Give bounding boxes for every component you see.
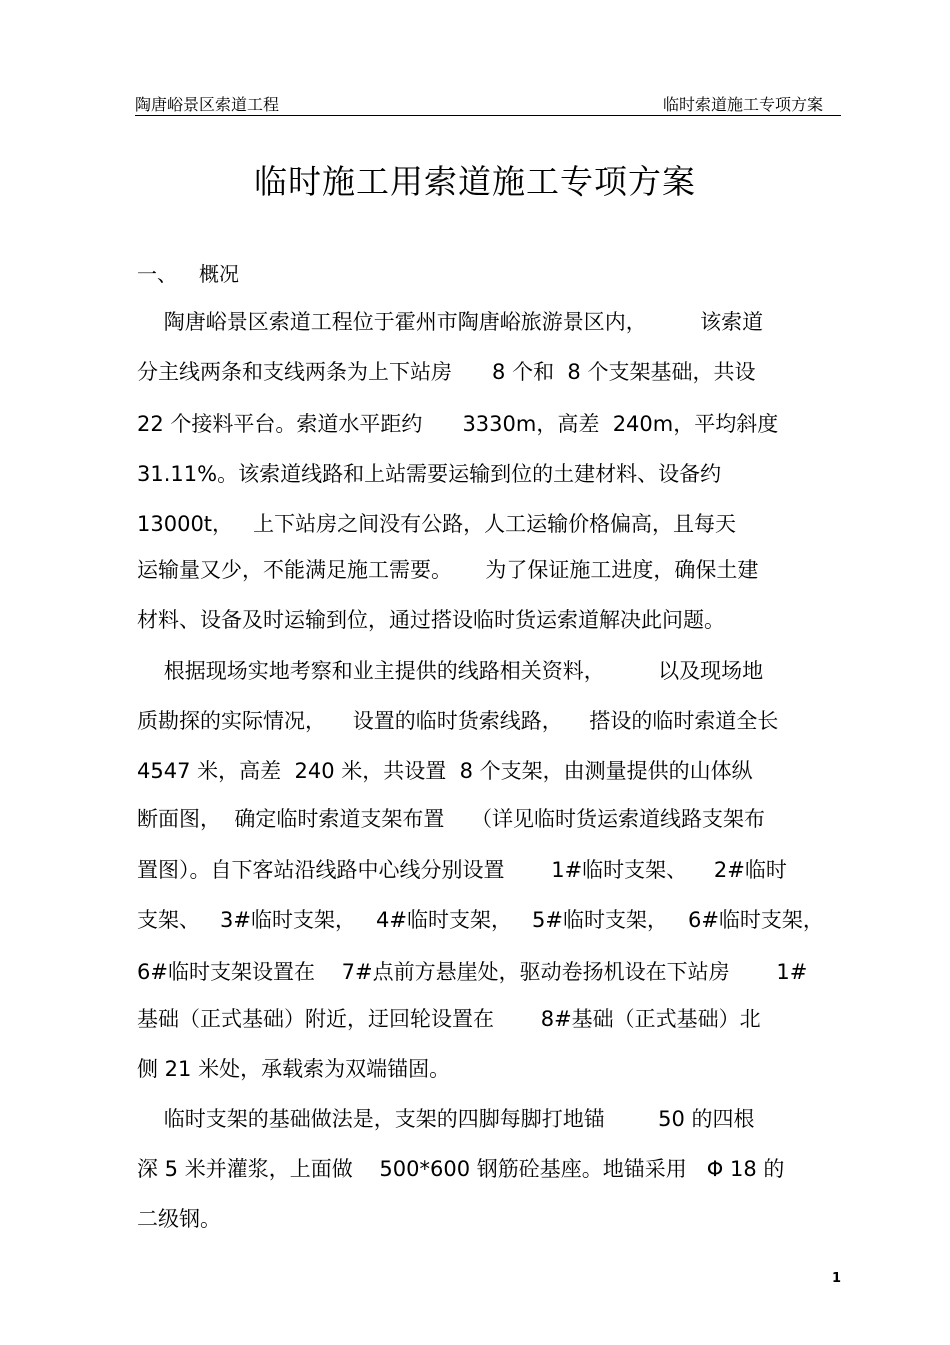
body-line: 基础（正式基础）附近，迂回轮设置在 8#基础（正式基础）北 (137, 1007, 761, 1031)
header-divider (135, 115, 841, 116)
section-number: 一、 (137, 262, 177, 286)
body-line: 侧 21 米处，承载索为双端锚固。 (137, 1057, 451, 1081)
body-line: 6#临时支架设置在 7#点前方悬崖处，驱动卷扬机设在下站房 1# (137, 960, 808, 984)
body-line: 深 5 米并灌浆，上面做 500*600 钢筋砼基座。地锚采用 Φ 18 的 (137, 1157, 785, 1181)
body-line: 置图）。自下客站沿线路中心线分别设置 1#临时支架、 2#临时 (137, 858, 787, 882)
body-line: 二级钢。 (137, 1207, 221, 1231)
page-header (135, 86, 841, 116)
body-line: 根据现场实地考察和业主提供的线路相关资料， 以及现场地 (137, 659, 764, 683)
section-title: 概况 (199, 262, 239, 286)
header-document-name: 临时索道施工专项方案 (662, 95, 823, 114)
body-line: 运输量又少，不能满足施工需要。 为了保证施工进度，确保土建 (137, 558, 759, 582)
body-line: 陶唐峪景区索道工程位于霍州市陶唐峪旅游景区内， 该索道 (137, 310, 764, 334)
document-title: 临时施工用索道施工专项方案 (254, 162, 696, 201)
body-line: 22 个接料平台。索道水平距约 3330m，高差 240m，平均斜度 (137, 412, 779, 436)
body-line: 13000t， 上下站房之间没有公路，人工运输价格偏高，且每天 (137, 512, 737, 536)
body-line: 4547 米，高差 240 米，共设置 8 个支架，由测量提供的山体纵 (137, 759, 753, 783)
body-line: 分主线两条和支线两条为上下站房 8 个和 8 个支架基础，共设 (137, 360, 756, 384)
body-line: 31.11%。该索道线路和上站需要运输到位的土建材料、设备约 (137, 462, 722, 486)
section-heading (137, 258, 239, 287)
body-line: 临时支架的基础做法是，支架的四脚每脚打地锚 50 的四根 (137, 1107, 755, 1131)
body-line: 支架、 3#临时支架， 4#临时支架， 5#临时支架， 6#临时支架， (137, 908, 824, 932)
body-line: 质勘探的实际情况， 设置的临时货索线路， 搭设的临时索道全长 (137, 709, 779, 733)
body-line: 材料、设备及时运输到位，通过搭设临时货运索道解决此问题。 (137, 608, 725, 632)
body-line: 断面图， 确定临时索道支架布置 （详见临时货运索道线路支架布 (137, 807, 766, 831)
page-number: 1 (832, 1271, 842, 1286)
header-project-name: 陶唐峪景区索道工程 (135, 95, 280, 114)
